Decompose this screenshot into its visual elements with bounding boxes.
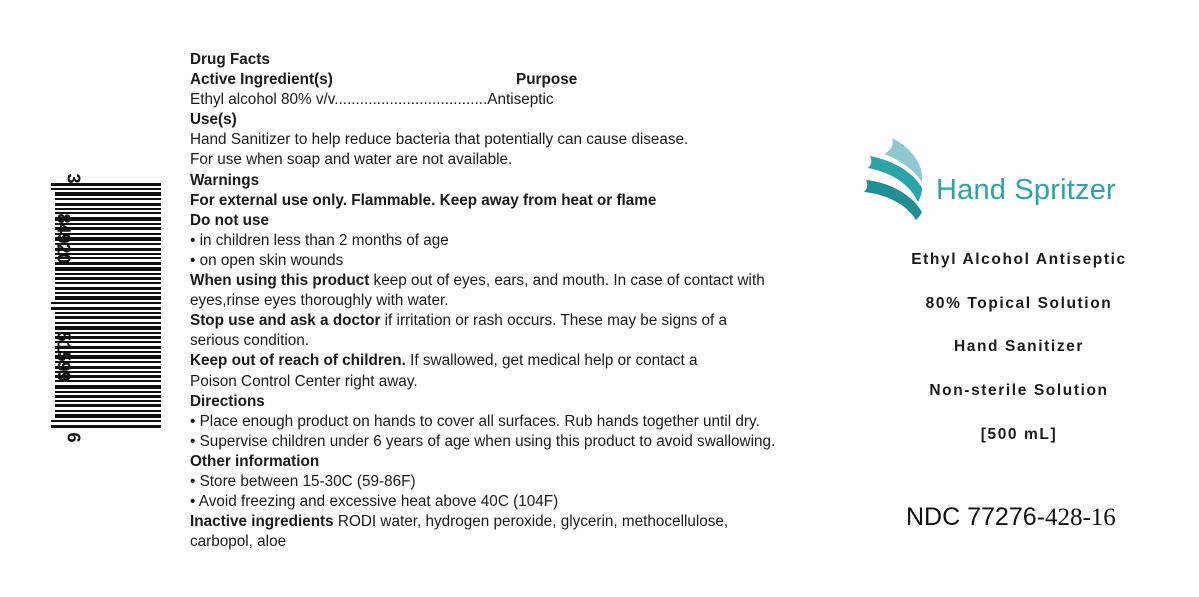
barcode-bar [51,302,161,304]
ndc-number: NDC 77276-428-16 [906,503,1116,531]
warnings-flammable: For external use only. Flammable. Keep away from heat or flame [190,191,657,209]
barcode-bar [55,395,161,398]
do-not-use-item-2: • on open skin wounds [190,251,344,269]
barcode-bar [51,188,161,190]
barcode-bar [55,316,161,319]
barcode-bar [55,273,161,275]
brand-name: Hand Spritzer [936,174,1116,206]
barcode-bar [55,203,161,206]
do-not-use-item-1: • in children less than 2 months of age [190,231,449,249]
do-not-use-heading: Do not use [190,211,270,229]
barcode-bar [51,425,161,428]
uses-text-1: Hand Sanitizer to help reduce bacteria that potentially can cause disease. [190,131,689,149]
product-line-4: Non-sterile Solution [929,382,1109,399]
barcode-bar [55,287,161,290]
swoosh-logo-icon [862,136,934,220]
barcode-digit-1: 3 [63,173,84,184]
barcode-bar [55,385,161,389]
active-ingredient-header: Active Ingredient(s) Purpose [190,71,578,89]
directions-heading: Directions [190,392,265,410]
barcode-bar [55,404,161,407]
barcode-bar [55,198,161,200]
when-using-line-1: When using this product keep out of eyes, ears, and mouth. In case of contact with [190,272,765,290]
barcode-bar [55,296,161,300]
other-info-heading: Other information [190,452,320,470]
keep-out-line-1: Keep out of reach of children. If swallowed, get medical help or contact a [190,352,698,370]
barcode-bar [55,414,161,418]
directions-item-2: • Supervise children under 6 years of age when using this product to avoid swallowing. [190,432,776,450]
barcode-bar [55,192,161,196]
barcode-bar [55,312,161,314]
barcode-bar [55,282,161,284]
barcode-bar [55,326,161,330]
barcode-bar [55,322,161,324]
barcode-bar [55,292,161,294]
barcode-bar [51,307,161,310]
inactive-line-1: Inactive ingredients RODI water, hydrogen peroxide, glycerin, methocellulose, [190,513,729,531]
barcode-digit-3: 51599 [53,331,74,382]
other-info-item-2: • Avoid freezing and excessive heat above 40C (104F) [190,493,559,511]
inactive-line-2: carbopol, aloe [190,533,287,551]
barcode-bar [55,267,161,271]
keep-out-line-2: Poison Control Center right away. [190,372,418,390]
product-line-2: 80% Topical Solution [925,295,1113,312]
barcode-bar [55,277,161,280]
barcode-bar [55,391,161,393]
barcode-bar [55,410,161,412]
directions-item-1: • Place enough product on hands to cover all surfaces. Rub hands together until dry. [190,412,760,430]
uses-text-2: For use when soap and water are not available. [190,151,513,169]
when-using-line-2: eyes,rinse eyes thoroughly with water. [190,292,449,310]
other-info-item-1: • Store between 15-30C (59-86F) [190,472,416,490]
barcode-bar [55,400,161,402]
brand-logo [862,136,1142,220]
barcode-digit-4: 6 [63,432,84,443]
drug-facts-panel [190,50,850,552]
product-line-3: Hand Sanitizer [953,338,1085,355]
uses-heading: Use(s) [190,111,237,129]
stop-use-line-1: Stop use and ask a doctor if irritation or rash occurs. These may be signs of a [190,312,727,330]
active-ingredient-line: Ethyl alcohol 80% v/v....................................Antiseptic [190,91,554,109]
product-line-1: Ethyl Alcohol Antiseptic [911,251,1127,268]
drug-facts-title: Drug Facts [190,51,270,68]
barcode-bar [55,208,161,210]
product-line-5: [500 mL] [980,426,1058,443]
barcode-bar [51,420,161,422]
barcode-digit-2: 84920 [53,213,74,264]
stop-use-line-2: serious condition. [190,332,310,350]
warnings-heading: Warnings [190,171,260,189]
